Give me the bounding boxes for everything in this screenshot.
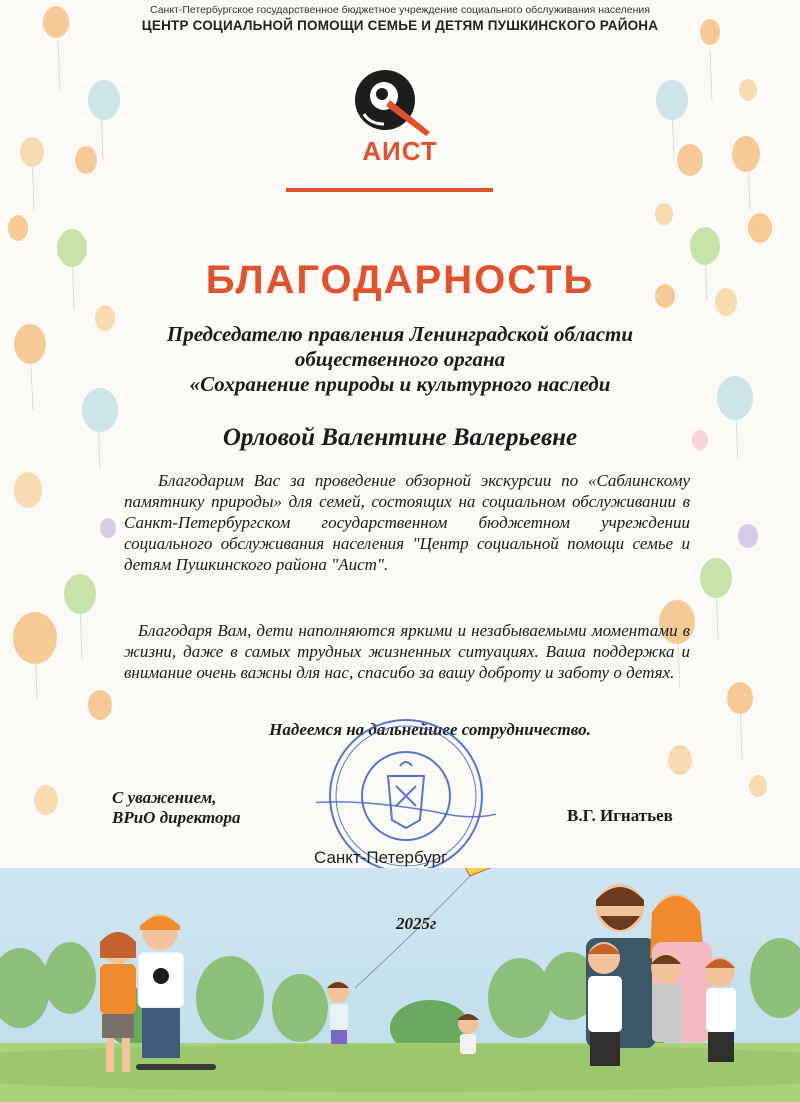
organization-full-name: Санкт-Петербургское государственное бюджетное учреждение социального обслуживания населения [150, 4, 650, 16]
city-label: Санкт-Петербург [314, 848, 448, 867]
recipient-name: Орловой Валентине Валерьевне [222, 424, 578, 451]
closing-line: Надеемся на дальнейшее сотрудничество. [269, 720, 591, 739]
document-title: БЛАГОДАРНОСТЬ [205, 258, 595, 302]
recipient-line-2: общественного органа [294, 347, 506, 371]
regards-line-2: ВРиО директора [112, 808, 241, 827]
logo-divider [286, 188, 493, 192]
recipient-line-1: Председателю правления Ленинградской области [166, 322, 634, 346]
body-paragraph-2: Благодаря Вам, дети наполняются яркими и незабываемыми моментами в жизни, даже в самых трудных жизненных ситуациях. Ваша поддержка и внимание очень важны для нас, спасибо за вашу доброту и заботу о детях. [124, 621, 690, 682]
logo-text: АИСТ [362, 136, 438, 166]
regards-line-1: С уважением, [112, 788, 217, 807]
document-year: 2025г [396, 914, 437, 933]
organization-center-name: ЦЕНТР СОЦИАЛЬНОЙ ПОМОЩИ СЕМЬЕ И ДЕТЯМ ПУШКИНСКОГО РАЙОНА [141, 18, 659, 33]
signer-name: В.Г. Игнатьев [567, 806, 673, 825]
recipient-block [100, 322, 700, 397]
regards-block [112, 788, 241, 828]
body-paragraph-1: Благодарим Вас за проведение обзорной экскурсии по «Саблинскому памятнику природы» для семей, состоящих на социальном обслуживании в Санкт-Петербургском государственном бюджетном учреждении социального обслуживания населения "Центр социальной помощи семье и детям Пушкинского района "Аист". [124, 471, 690, 574]
park-family-illustration [0, 868, 800, 1102]
recipient-line-3: «Сохранение природы и культурного наследи [189, 372, 611, 396]
